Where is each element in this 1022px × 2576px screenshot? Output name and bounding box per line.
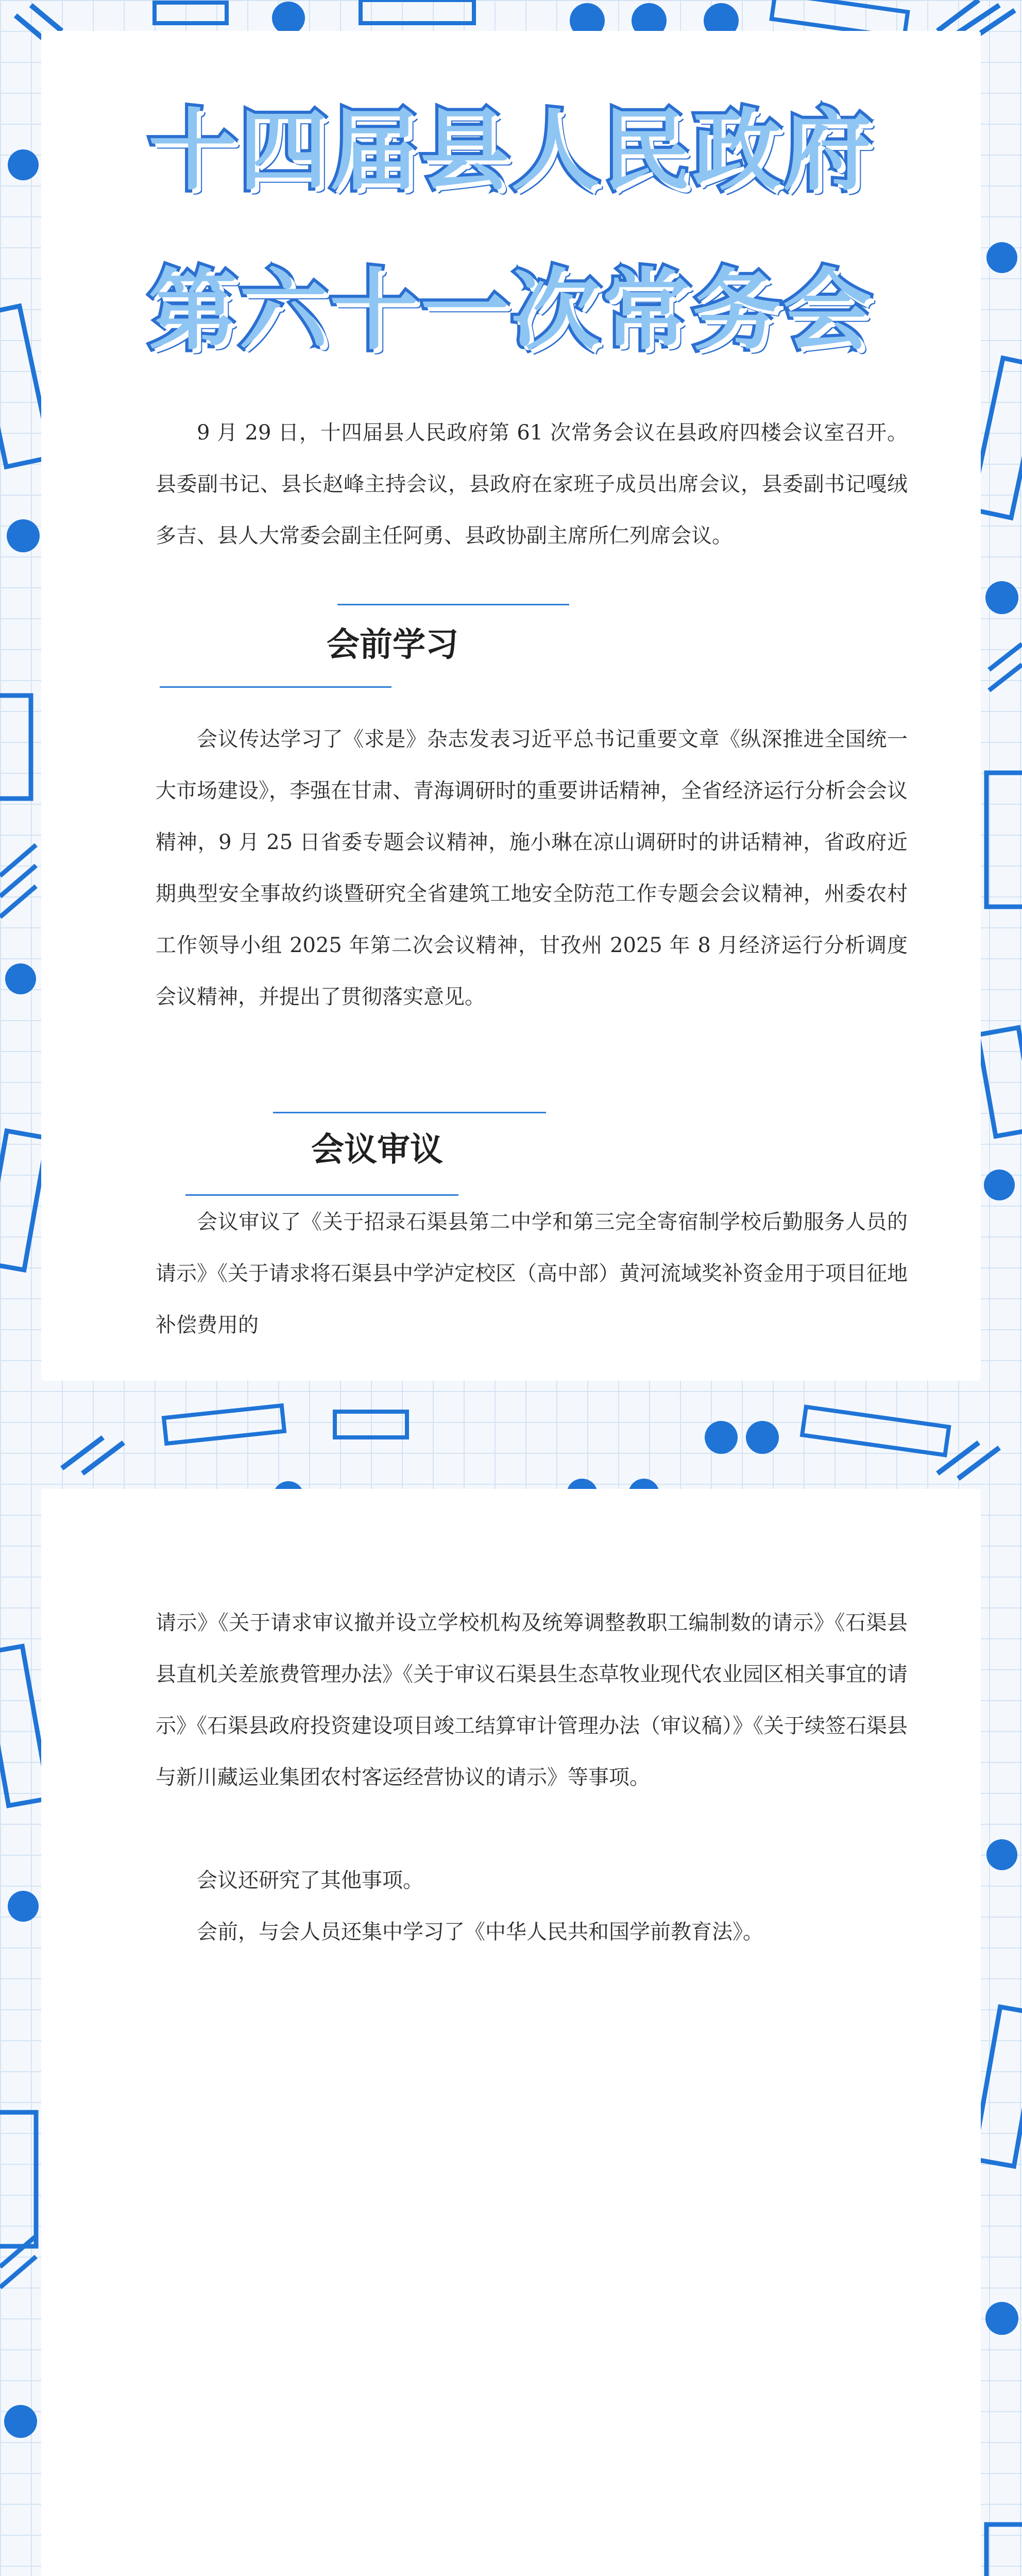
content-card-2 [41,1489,981,2576]
headline-line-1: 十四届县人民政府 [148,99,874,202]
divider-rule [337,604,569,605]
section-heading-pre-study: 会前学习 [327,626,458,664]
closing-paragraph-2: 会前，与会人员还集中学习了《中华人民共和国学前教育法》。 [197,1920,763,1944]
closing-paragraph-1: 会议还研究了其他事项。 [197,1869,423,1892]
intro-paragraph: 9 月 29 日，十四届县人民政府第 61 次常务会议在县政府四楼会议室召开。县委副书记、县长赵峰主持会议，县政府在家班子成员出席会议，县委副书记嘎绒多吉、县人大常委会副主任阿勇、县政协副主席所仁列席会议。 [156,421,908,548]
section-review-text-part2: 请示》《关于请求审议撤并设立学校机构及统筹调整教职工编制数的请示》《石渠县县直机关差旅费管理办法》《关于审议石渠县生态草牧业现代农业园区相关事宜的请示》《石渠县政府投资建设项目竣工结算审计管理办法（审议稿）》《关于续签石渠县与新川藏运业集团农村客运经营协议的请示》等事项。 [156,1611,908,1789]
section-pre-study-text: 会议传达学习了《求是》杂志发表习近平总书记重要文章《纵深推进全国统一大市场建设》，李强在甘肃、青海调研时的重要讲话精神，全省经济运行分析会会议精神，9 月 25 日省委专题会议精神，施小琳在凉山调研时的讲话精神，省政府近期典型安全事故约谈暨研究全省建筑工地安全防范工作专题会会议精神，州委农村工作领导小组 2025 年第二次会议精神，甘孜州 2025 年 8 月经济运行分析调度会议精神，并提出了贯彻落实意见。 [156,727,908,1009]
divider-rule [273,1112,546,1113]
content-card-1 [41,31,981,1381]
section-review-text-part1: 会议审议了《关于招录石渠县第二中学和第三完全寄宿制学校后勤服务人员的请示》《关于请求将石渠县中学泸定校区（高中部）黄河流域奖补资金用于项目征地补偿费用的 [156,1210,908,1337]
section-heading-review: 会议审议 [311,1131,443,1169]
divider-rule [160,686,391,688]
divider-rule [185,1194,458,1196]
headline-line-2: 第六十一次常务会 [148,259,874,362]
